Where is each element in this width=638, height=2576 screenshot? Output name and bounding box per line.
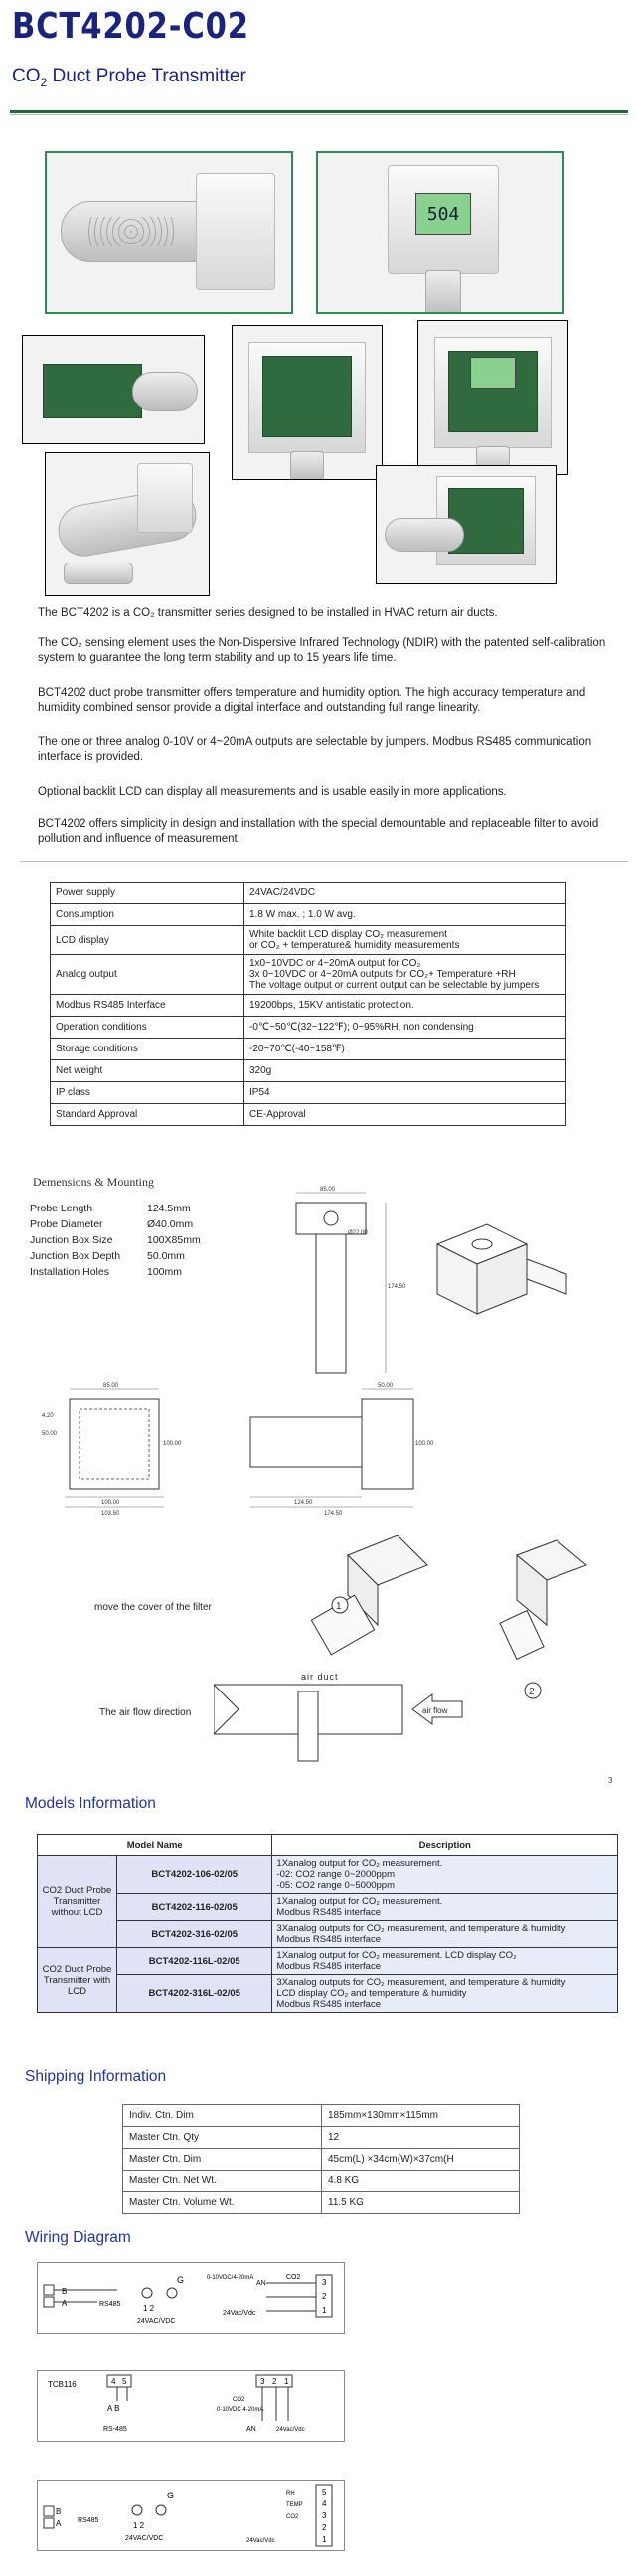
drawing-top-view xyxy=(268,1185,407,1383)
model-description-line: -02: CO2 range 0~2000ppm xyxy=(276,1869,395,1880)
wire-out: 0-10VDC/4-20mA xyxy=(207,2275,254,2281)
desc-paragraph-2: The CO₂ sensing element uses the Non-Dispersive Infrared Technology (NDIR) with the patented self-calibration system to guarantee the long term stability and up to 15 years life time. xyxy=(38,637,606,664)
desc-paragraph-4: The one or three analog 0-10V or 4~20mA outputs are selectable by jumpers. Modbus RS485 communication interface is provided. xyxy=(38,736,592,763)
spec-table xyxy=(50,882,566,1126)
shipping-heading: Shipping Information xyxy=(25,2068,167,2085)
spec-value xyxy=(244,1104,566,1126)
term-4: 4 xyxy=(322,2499,327,2508)
term-3: 3 xyxy=(322,2511,327,2520)
model-description-line: 1Xanalog output for CO₂ measurement. LCD display CO₂ xyxy=(276,1950,517,1961)
col-description: Description xyxy=(272,1835,618,1856)
spec-value-line: -20~70℃(-40~158℉) xyxy=(249,1044,345,1054)
model-row xyxy=(38,1975,618,2012)
wire-pins: 1 2 xyxy=(143,2304,155,2313)
shipping-label: Indiv. Ctn. Dim xyxy=(123,2105,322,2127)
dimension-row xyxy=(30,1218,193,1230)
wire-an: AN xyxy=(246,2426,256,2433)
lcd-reading: 504 xyxy=(415,193,471,235)
shipping-label: Master Ctn. Net Wt. xyxy=(123,2171,322,2192)
model-category: CO2 Duct Probe Transmitter without LCD xyxy=(38,1856,117,1948)
shipping-row xyxy=(123,2105,520,2127)
product-photo-pcb-probe xyxy=(22,335,205,444)
term-5: 5 xyxy=(322,2488,327,2496)
airflow-caption: The air flow direction xyxy=(99,1707,192,1718)
wire-v: 24Vac/Vdc xyxy=(276,2427,305,2433)
model-description xyxy=(272,1921,618,1948)
wiring-heading: Wiring Diagram xyxy=(25,2229,131,2246)
wire-co2: CO2 xyxy=(286,2514,299,2520)
wire-v: 24Vac/Vdc xyxy=(223,2310,256,2317)
dimension-row xyxy=(30,1250,185,1262)
spec-row xyxy=(51,926,566,955)
wire-b: B xyxy=(62,2287,68,2296)
models-table xyxy=(37,1834,618,2012)
spec-row xyxy=(51,883,566,904)
wire-rh: RH xyxy=(286,2491,295,2496)
dim-label: 50.00 xyxy=(42,1431,58,1437)
shipping-value: 4.8 KG xyxy=(322,2171,520,2192)
header-divider-light xyxy=(10,114,628,115)
model-description xyxy=(272,1975,618,2012)
model-row xyxy=(38,1948,618,1975)
model-description xyxy=(272,1894,618,1921)
spec-row xyxy=(51,1104,566,1126)
spec-value xyxy=(244,955,566,995)
model-description-line: 3Xanalog outputs for CO₂ measurement, and temperature & humidity xyxy=(276,1977,566,1988)
model-description-line: Modbus RS485 interface xyxy=(276,1999,381,2010)
spec-value-line: White backlit LCD display CO₂ measurement xyxy=(249,929,447,940)
term-1: 1 xyxy=(322,2535,327,2544)
dim-label: 100.00 xyxy=(415,1441,434,1447)
spec-value xyxy=(244,883,566,904)
spec-name: Storage conditions xyxy=(51,1039,244,1060)
step-2-marker: 2 xyxy=(529,1687,535,1697)
product-photo-probe-front xyxy=(316,151,564,314)
dimension-row xyxy=(30,1203,191,1214)
spec-value xyxy=(244,1082,566,1104)
shipping-value: 12 xyxy=(322,2127,520,2149)
shipping-label: Master Ctn. Qty xyxy=(123,2127,322,2149)
wire-ab: A B xyxy=(107,2404,120,2413)
model-description-line: LCD display CO₂ and temperature & humidity xyxy=(276,1988,467,1999)
dimension-label: Probe Length xyxy=(30,1203,93,1214)
model-description xyxy=(272,1856,618,1894)
desc-paragraph-3: BCT4202 duct probe transmitter offers temperature and humidity option. The high accuracy temperature and humidity combined sensor provide a digital interface and outstanding full range linearity. xyxy=(38,687,586,714)
term-3: 3 xyxy=(260,2377,265,2386)
spec-value xyxy=(244,995,566,1017)
desc-paragraph-5: Optional backlit LCD can display all measurements and is usable easily in more applications. xyxy=(38,786,507,798)
model-row xyxy=(38,1921,618,1948)
term-3: 3 xyxy=(322,2278,327,2287)
spec-value-line: 24VAC/24VDC xyxy=(249,887,315,898)
spec-row xyxy=(51,1039,566,1060)
spec-row xyxy=(51,1082,566,1104)
wiring-diagram-1 xyxy=(37,2262,345,2334)
desc-paragraph-1: The BCT4202 is a CO₂ transmitter series designed to be installed in HVAC return air ducts. xyxy=(38,607,498,619)
step-1-marker: 1 xyxy=(336,1601,342,1612)
spec-value-line: The voltage output or current output can be selectable by jumpers xyxy=(249,980,540,991)
spec-row xyxy=(51,1017,566,1039)
section-divider xyxy=(20,861,628,862)
model-code: BCT4202-116L-02/05 xyxy=(117,1948,272,1975)
product-photo-filter xyxy=(45,452,210,596)
term-1: 1 xyxy=(322,2306,327,2315)
dim-label: 50.00 xyxy=(378,1383,394,1389)
page-title: BCT4202-C02 xyxy=(12,6,249,47)
spec-value-line: 1.8 W max. ; 1.0 W avg. xyxy=(249,909,356,920)
shipping-row xyxy=(123,2127,520,2149)
dim-label: 4.20 xyxy=(42,1413,54,1419)
term-2: 2 xyxy=(272,2377,277,2386)
model-code: BCT4202-316-02/05 xyxy=(117,1921,272,1948)
dimension-value: Ø40.0mm xyxy=(147,1218,194,1230)
wire-v: 24Vac/Vdc xyxy=(246,2538,275,2544)
model-description-line: Modbus RS485 interface xyxy=(276,1934,381,1945)
spec-row xyxy=(51,955,566,995)
model-description-line: Modbus RS485 interface xyxy=(276,1961,381,1972)
header-divider xyxy=(10,110,628,113)
spec-value-line: IP54 xyxy=(249,1087,270,1098)
model-row xyxy=(38,1856,618,1894)
wire-co2: CO2 xyxy=(286,2274,301,2281)
product-photo-lcd-pcb xyxy=(417,320,568,475)
spec-row xyxy=(51,995,566,1017)
air-flow-label: air flow xyxy=(422,1706,448,1715)
wire-g: G xyxy=(167,2491,175,2500)
term-4: 4 xyxy=(111,2377,116,2386)
model-row xyxy=(38,1894,618,1921)
col-model-name: Model Name xyxy=(38,1835,272,1856)
spec-name: Analog output xyxy=(51,955,244,995)
page-number: 3 xyxy=(608,1776,613,1785)
spec-name: Power supply xyxy=(51,883,244,904)
spec-value-line: 1x0~10VDC or 4~20mA output for CO₂ xyxy=(249,958,421,969)
spec-row xyxy=(51,1060,566,1082)
shipping-row xyxy=(123,2192,520,2214)
air-duct-label: air duct xyxy=(301,1672,339,1682)
term-5: 5 xyxy=(122,2377,127,2386)
wire-out: 0-10VDC 4-20mA xyxy=(217,2407,264,2413)
shipping-table xyxy=(122,2104,520,2214)
spec-value-line: 3x 0~10VDC or 4~20mA outputs for CO₂+ Temperature +RH xyxy=(249,969,516,980)
shipping-row xyxy=(123,2149,520,2171)
model-description-line: 1Xanalog output for CO₂ measurement. xyxy=(276,1858,443,1869)
dimension-value: 100X85mm xyxy=(147,1234,201,1246)
dimension-row xyxy=(30,1234,201,1246)
dimension-label: Junction Box Size xyxy=(30,1234,113,1246)
dim-label: 174.50 xyxy=(324,1511,343,1517)
dim-label: 100.00 xyxy=(163,1441,182,1447)
model-description-line: Modbus RS485 interface xyxy=(276,1907,381,1918)
spec-name: IP class xyxy=(51,1082,244,1104)
spec-value-line: -0℃~50℃(32~122℉); 0~95%RH, non condensing xyxy=(249,1022,474,1033)
shipping-value: 45cm(L) ×34cm(W)×37cm(H xyxy=(322,2149,520,2171)
wire-supply: 24VAC/VDC xyxy=(125,2535,164,2542)
page-subtitle: $CO_2$ Duct Probe Transmitter xyxy=(12,66,246,89)
dim-label: 103.50 xyxy=(101,1511,120,1517)
spec-name: Modbus RS485 Interface xyxy=(51,995,244,1017)
dim-label: Ø22.00 xyxy=(348,1230,368,1236)
model-description-line: 1Xanalog output for CO₂ measurement. xyxy=(276,1896,443,1907)
dim-label: 100.00 xyxy=(101,1500,120,1506)
spec-value xyxy=(244,926,566,955)
dimension-row xyxy=(30,1266,182,1278)
wire-co2: CO2 xyxy=(233,2397,245,2403)
spec-value-line: CE-Approval xyxy=(249,1109,306,1120)
wire-ain: AN xyxy=(256,2280,266,2287)
models-heading: Models Information xyxy=(25,1795,156,1812)
spec-value-line: 320g xyxy=(249,1065,272,1076)
dim-label: 124.50 xyxy=(294,1500,313,1506)
model-category: CO2 Duct Probe Transmitter with LCD xyxy=(38,1948,117,2012)
wire-pins: 1 2 xyxy=(133,2521,145,2530)
desc-paragraph-6: BCT4202 offers simplicity in design and installation with the special demountable and replaceable filter to avoid pollution and influence of measurement. xyxy=(38,818,599,845)
product-photo-open-box xyxy=(232,325,383,480)
dimension-value: 50.0mm xyxy=(147,1250,185,1262)
spec-name: Standard Approval xyxy=(51,1104,244,1126)
shipping-value: 185mm×130mm×115mm xyxy=(322,2105,520,2127)
wiring-diagram-3 xyxy=(37,2480,345,2551)
shipping-label: Master Ctn. Dim xyxy=(123,2149,322,2171)
dimension-value: 124.5mm xyxy=(147,1203,191,1214)
wire-a: A xyxy=(62,2299,68,2308)
wire-b: B xyxy=(56,2507,62,2516)
spec-value xyxy=(244,1060,566,1082)
spec-row xyxy=(51,904,566,926)
dimension-label: Probe Diameter xyxy=(30,1218,103,1230)
drawing-front-view xyxy=(40,1379,199,1519)
model-description-line: 3Xanalog outputs for CO₂ measurement, and temperature & humidity xyxy=(276,1923,566,1934)
dimension-label: Junction Box Depth xyxy=(30,1250,121,1262)
drawing-side-view xyxy=(239,1379,447,1519)
cover-caption: move the cover of the filter xyxy=(94,1602,212,1613)
spec-name: Consumption xyxy=(51,904,244,926)
spec-value-line: 19200bps, 15KV antistatic protection. xyxy=(249,1000,414,1011)
spec-name: Net weight xyxy=(51,1060,244,1082)
shipping-row xyxy=(123,2171,520,2192)
wire-supply: 24VAC/VDC xyxy=(137,2318,176,2325)
wiring-model-label: TCB116 xyxy=(48,2380,77,2389)
model-code: BCT4202-316L-02/05 xyxy=(117,1975,272,2012)
wire-rs485: RS-485 xyxy=(103,2426,127,2433)
wiring-diagram-2 xyxy=(37,2370,345,2442)
wire-rs485: RS485 xyxy=(99,2301,121,2308)
term-2: 2 xyxy=(322,2292,327,2301)
model-description xyxy=(272,1948,618,1975)
product-photo-box-with-filter xyxy=(376,465,557,584)
spec-value-line: or CO₂ + temperature& humidity measurements xyxy=(249,940,460,951)
spec-value xyxy=(244,1017,566,1039)
dimension-label: Installation Holes xyxy=(30,1266,109,1278)
wire-rs485: RS485 xyxy=(78,2517,99,2524)
spec-value xyxy=(244,904,566,926)
wire-g: G xyxy=(177,2275,185,2285)
term-2: 2 xyxy=(322,2523,327,2532)
drawing-air-duct xyxy=(214,1680,492,1779)
shipping-value: 11.5 KG xyxy=(322,2192,520,2214)
drawing-isometric xyxy=(427,1214,576,1344)
dim-label: 174.50 xyxy=(388,1284,406,1290)
spec-value xyxy=(244,1039,566,1060)
dim-label: 85.00 xyxy=(320,1187,336,1193)
spec-name: LCD display xyxy=(51,926,244,955)
model-description-line: -05: CO2 range 0~5000ppm xyxy=(276,1880,395,1891)
dimensions-title: Demensions & Mounting xyxy=(33,1175,154,1189)
product-photo-probe-side xyxy=(45,151,293,314)
shipping-label: Master Ctn. Volume Wt. xyxy=(123,2192,322,2214)
wire-temp: TEMP xyxy=(286,2502,303,2508)
term-1: 1 xyxy=(284,2377,289,2386)
dimension-value: 100mm xyxy=(147,1266,183,1278)
wire-a: A xyxy=(56,2519,62,2528)
model-code: BCT4202-106-02/05 xyxy=(117,1856,272,1894)
spec-name: Operation conditions xyxy=(51,1017,244,1039)
model-code: BCT4202-116-02/05 xyxy=(117,1894,272,1921)
dim-label: 85.00 xyxy=(103,1383,119,1389)
